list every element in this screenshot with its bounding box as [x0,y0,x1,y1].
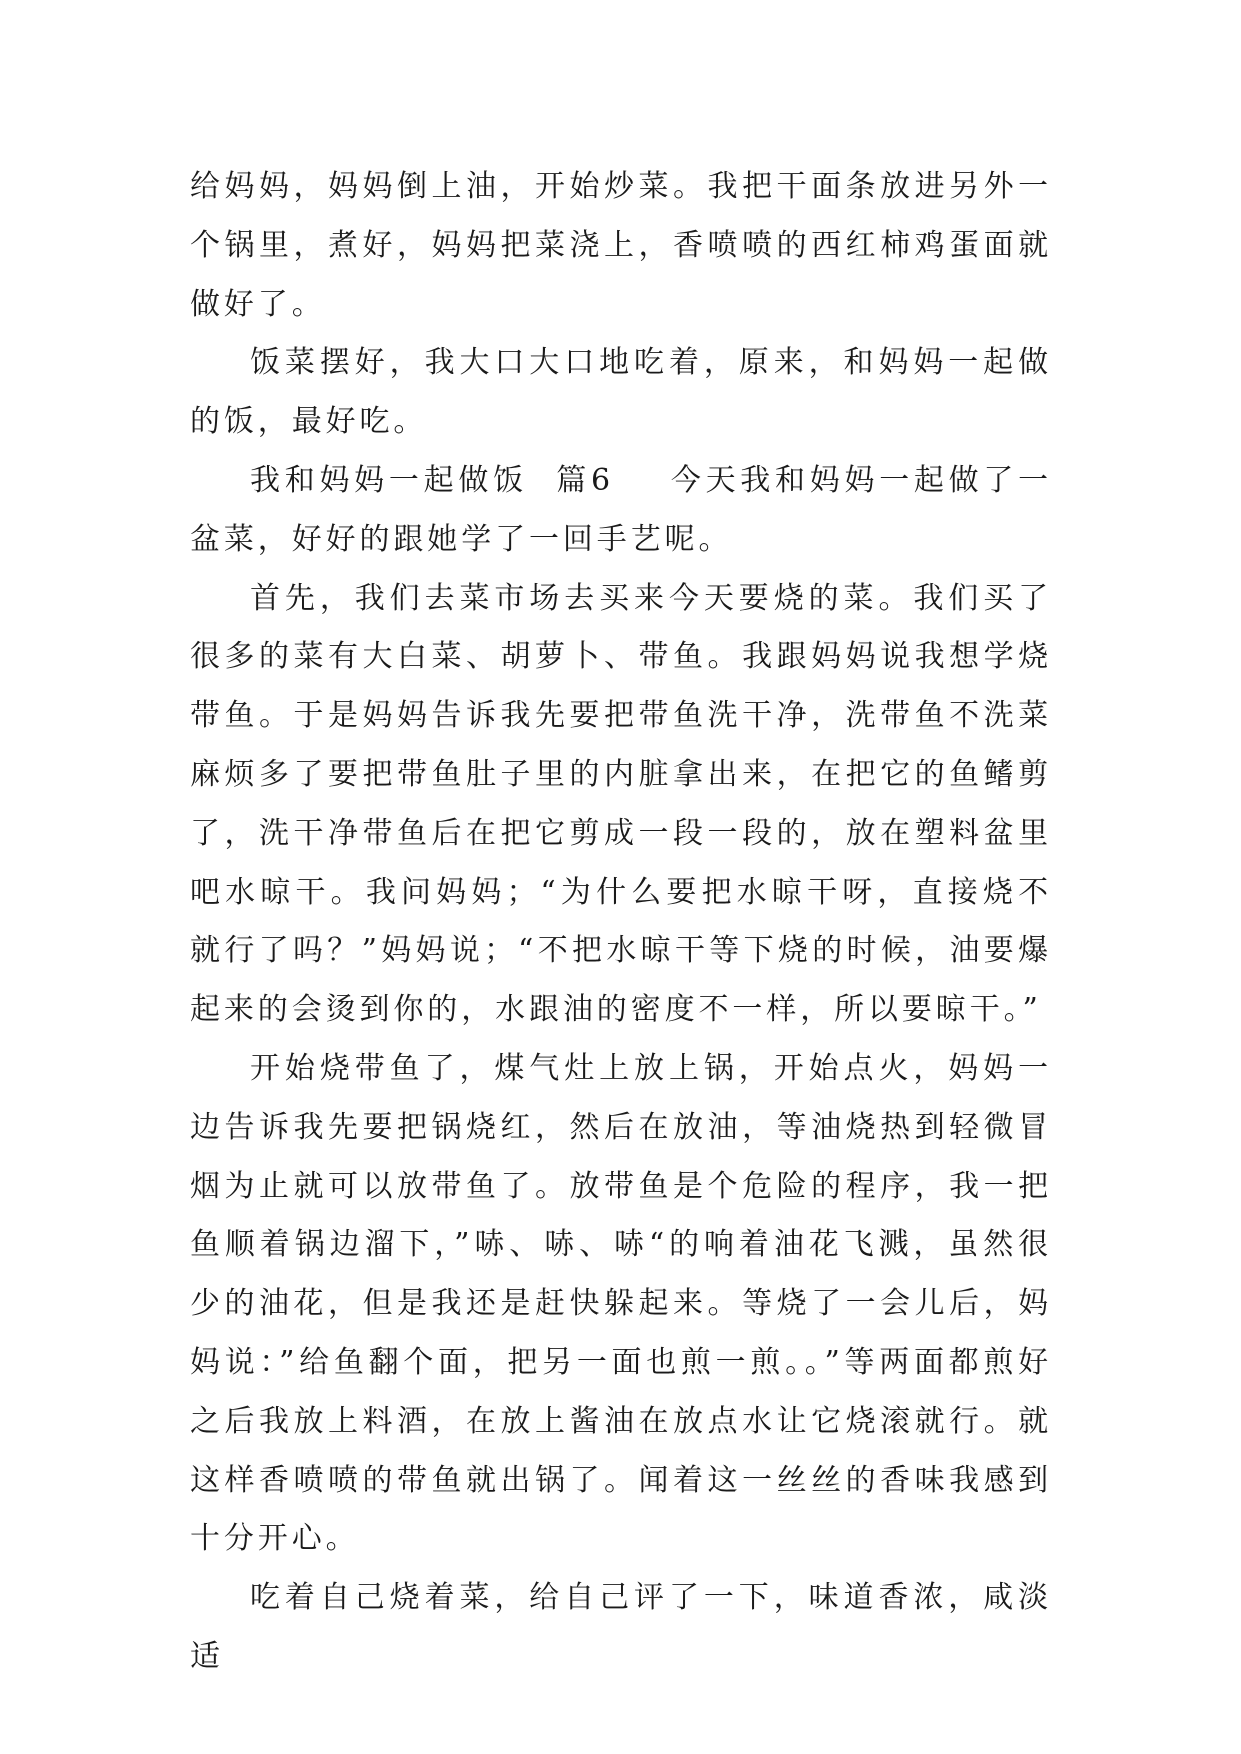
paragraph: 吃着自己烧着菜，给自己评了一下，味道香浓，咸淡适 [190,1580,1052,1674]
paragraph: 开始烧带鱼了，煤气灶上放上锅，开始点火，妈妈一边告诉我先要把锅烧红，然后在放油，等油烧热到轻微冒烟为止就可以放带鱼了。放带鱼是个危险的程序，我一把鱼顺着锅边溜下，”哧、哧、哧“的响着油花飞溅，虽然很少的油花，但是我还是赶快躲起来。等烧了一会儿后，妈妈说：”给鱼翻个面，把另一面也煎一煎。。”等两面都煎好之后我放上料酒，在放上酱油在放点水让它烧滚就行。就这样香喷喷的带鱼就出锅了。闻着这一丝丝的香味我感到十分开心。 [190,1050,1052,1557]
paragraph-continuation: 给妈妈，妈妈倒上油，开始炒菜。我把干面条放进另外一个锅里，煮好，妈妈把菜浇上，香喷喷的西红柿鸡蛋面就做好了。 [190,169,1052,322]
paragraph: 饭菜摆好，我大口大口地吃着，原来，和妈妈一起做的饭，最好吃。 [190,345,1052,440]
section-intro: 今天我和妈妈一起做了一盆菜，好好的跟她学了一回手艺呢。 [190,462,1052,557]
section-heading-paragraph [190,452,1052,570]
paragraph: 首先，我们去菜市场去买来今天要烧的菜。我们买了很多的菜有大白菜、胡萝卜、带鱼。我跟妈妈说我想学烧带鱼。于是妈妈告诉我先要把带鱼洗干净，洗带鱼不洗菜麻烦多了要把带鱼肚子里的内脏拿出来，在把它的鱼鳍剪了，洗干净带鱼后在把它剪成一段一段的，放在塑料盆里吧水晾干。我问妈妈；“为什么要把水晾干呀，直接烧不就行了吗？”妈妈说；“不把水晾干等下烧的时候，油要爆起来的会烫到你的，水跟油的密度不一样，所以要晾干。” [190,580,1052,1028]
section-title: 我和妈妈一起做饭 篇6 [250,462,615,498]
body-text [190,158,1052,1687]
